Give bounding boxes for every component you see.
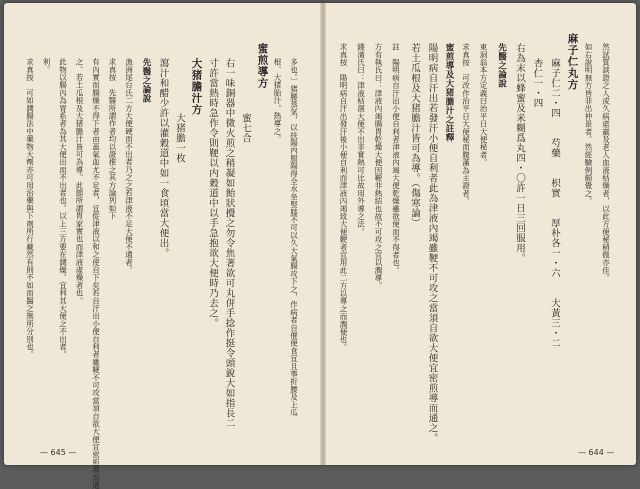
- text-column: 蜜煎導方: [256, 43, 269, 89]
- text-column: 若土瓜根及大猪膽汁皆可為導。（傷寒論）: [409, 43, 420, 229]
- right-page: [326, 3, 636, 465]
- text-column: 大猪膽一枚: [174, 113, 185, 163]
- text-column: 麻子仁丸方: [566, 33, 579, 91]
- left-page: [4, 3, 320, 489]
- text-column: 有內實而腸燥不得下者由蓋氣血尤不足者，宜從津液以和之使自下矣若自汗出小便自利者雖鞕不可攻當須自欲大便宜密煎導而通: [91, 58, 101, 489]
- book-spread: [4, 3, 636, 489]
- text-column: 蜜七合: [240, 113, 251, 143]
- text-column: 大猪膽汁方: [190, 58, 203, 116]
- text-column: 利。: [42, 58, 51, 74]
- text-column: 右為末以蜂蜜及米糊爲丸四・〇許一日三回服用。: [514, 43, 525, 263]
- text-column: 先醫之論說: [496, 43, 507, 88]
- text-column: 註 陽明病自汗出小便自利者津液內竭大便乾燥雖欲便而不得者也。: [391, 43, 401, 274]
- text-column: 求真按 陽明病自汗出發汗後小便自利而津液內竭致大便鞕者宜用此二方以導之而潤便也。: [339, 43, 348, 351]
- text-column: 寸許當熱時急作令則鞕以内穀道中以手急抱欲大便時乃去之。: [207, 58, 218, 328]
- text-column: 右一味銅器中微火煎之稍凝如飴狀攪之勿令焦著欲可丸併手捻作挺令頭銳大如指長二: [223, 58, 235, 428]
- text-column: 此物以腸內為胃系者為其大便出而不出者也。以上三方要在潤燥。宜利其大便之不出者。: [58, 58, 68, 359]
- left-page-number: — 645 —: [40, 448, 77, 457]
- text-column: 然試質談證之人或久病虛羸及老人血液枯燥者，以此方便秘稍微亦佳。: [601, 43, 611, 282]
- text-column: 如右說明無方皆非出仲景者。然經驗例頗覺之。: [584, 43, 593, 205]
- text-column: 求真按 先醫所謂作者均以證推之其方論列如下: [108, 58, 117, 220]
- text-column: 漁洲尾台氏二方大便硬而不出者乃之之若津液不足大便不通者。: [124, 58, 134, 274]
- text-column: 東洞翁本方定義曰治平日大便秘者。: [479, 43, 488, 167]
- text-column: 根、大猪胎汁，熱導之。: [273, 58, 282, 143]
- text-column: 蜜煎導及大猪膽汁之註釋: [444, 43, 454, 142]
- text-column: 先醫之論說: [141, 58, 151, 103]
- text-column: 陽明病自汗出若發汗小便自利者此為津液內竭雖鞕不可攻之當須自欲大便宜密煎導而通之。: [426, 43, 438, 443]
- text-column: 錢潢氏曰：津液枯涸大便不出非實熱可比故用外導之法。: [356, 43, 366, 236]
- text-column: 方有執氏曰：津液內竭腸胃乾燥大便因鞕非熱結也故不可攻之宜以潤導。: [374, 43, 383, 290]
- text-column: 之。若土瓜根及大猪膽汁皆可為導。此節所謂胃家實也而津液虛燥者也。: [75, 58, 84, 305]
- text-column: 麻子仁二・四 芍藥 枳實 厚朴各一・六 大黃三・二: [549, 58, 560, 348]
- right-page-number: — 644 —: [578, 448, 615, 457]
- text-column: 求真按 可改作治平日大便秘而腹滿為主證者。: [461, 43, 471, 205]
- text-column: 瀉汁和醋少許以灌穀道中如一食頃當大便出。: [157, 58, 169, 258]
- text-column: 杏仁一・四: [531, 58, 543, 108]
- text-column: 多也。〕猪腰蒸気，以扶陽内服陽得全水坐竪膝不可以久大氣腸攻下之，作病者自催便食宜且事折腰及上瓜: [289, 58, 299, 417]
- text-column: 求真按 可如潤腸法中藥物大劑亦可用治藥與下剤所行藏然有則不如而醫之無所分別也。: [25, 58, 35, 359]
